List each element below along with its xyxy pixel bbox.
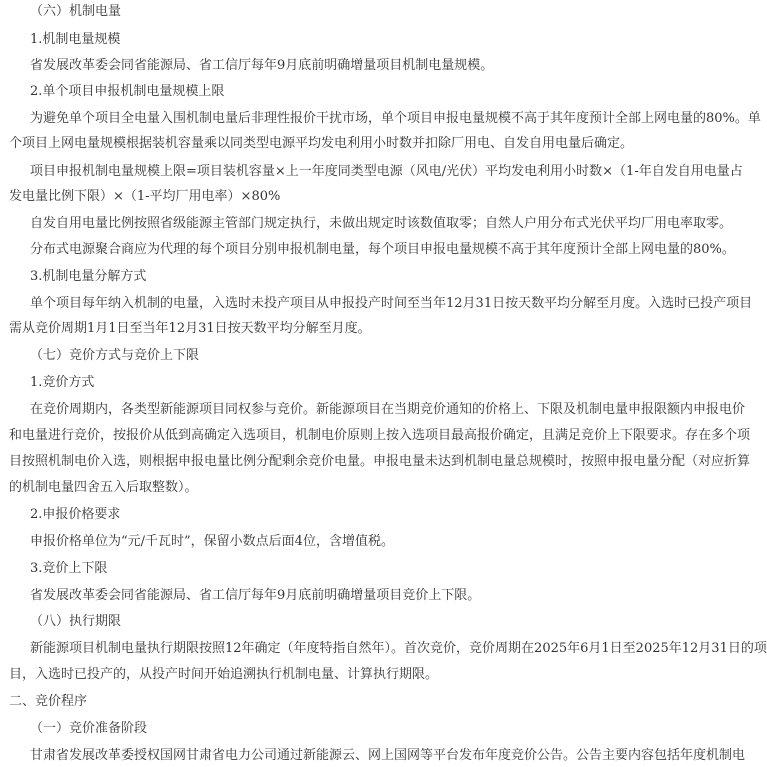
paragraph-line: 个项目上网电量规模根据装机容量乘以同类型电源平均发电利用小时数并扣除厂用电、自发自用电量后确定。 — [9, 136, 634, 151]
paragraph-line: 目按照机制电价入选，则根据申报电量比例分配剩余竞价电量。申报电量未达到机制电量总规模时，按照申报电量分配（对应折算 — [9, 454, 751, 469]
paragraph-line: 新能源项目机制电量执行期限按照12年确定（年度特指自然年）。首次竞价，竞价周期在2025年6月1日至2025年12月31日的项 — [30, 641, 767, 656]
section-heading-8: （八）执行期限 — [30, 614, 122, 629]
sub-heading-3: 3.机制电量分解方式 — [30, 269, 147, 284]
paragraph-line: 为避免单个项目全电量入围机制电量后非理性报价干扰市场，单个项目申报电量规模不高于其年度预计全部上网电量的80%。单 — [30, 111, 761, 126]
paragraph-line: 目，入选时已投产的，从投产时间开始追溯执行机制电量、计算执行期限。 — [9, 667, 439, 682]
sub-heading-2: 2.单个项目申报机制电量规模上限 — [30, 84, 225, 99]
paragraph-line: 需从竞价周期1月1日至当年12月31日按天数平均分解至月度。 — [9, 321, 371, 336]
paragraph-line: 的机制电量四舍五入后取整数）。 — [9, 480, 198, 495]
sub-heading-2: 2.申报价格要求 — [30, 507, 121, 522]
paragraph-line: 省发展改革委会同省能源局、省工信厅每年9月底前明确增量项目机制电量规模。 — [30, 58, 494, 73]
paragraph-line: 和电量进行竞价，按报价从低到高确定入选项目，机制电价原则上按入选项目最高报价确定，且满足竞价上下限要求。存在多个项 — [9, 428, 751, 443]
paragraph-line: 自发自用电量比例按照省级能源主管部门规定执行，未做出规定时该数值取零；自然人户用分布式光伏平均厂用电率取零。 — [30, 216, 733, 231]
paragraph-line: 申报价格单位为“元/千瓦时”，保留小数点后面4位，含增值税。 — [30, 534, 394, 549]
paragraph-line: 省发展改革委会同省能源局、省工信厅每年9月底前明确增量项目竞价上下限。 — [30, 588, 481, 603]
paragraph-line: 分布式电源聚合商应为代理的每个项目分别申报机制电量，每个项目申报电量规模不高于其年度预计全部上网电量的80%。 — [30, 242, 735, 257]
section-heading-1: （一）竞价准备阶段 — [30, 721, 148, 736]
sub-heading-1: 1.竞价方式 — [30, 375, 95, 390]
paragraph-line: 项目申报机制电量规模上限=项目装机容量×上一年度同类型电源（风电/光伏）平均发电利用小时数×（1-年自发自用电量占 — [30, 164, 743, 179]
paragraph-line: 在竞价周期内，各类型新能源项目同权参与竞价。新能源项目在当期竞价通知的价格上、下限及机制电量申报限额内申报电价 — [30, 402, 746, 417]
paragraph-line: 单个项目每年纳入机制的电量，入选时未投产项目从申报投产时间至当年12月31日按天数平均分解至月度。入选时已投产项目 — [30, 296, 753, 311]
paragraph-line: 甘肃省发展改革委授权国网甘肃省电力公司通过新能源云、网上国网等平台发布年度竞价公告。公告主要内容包括年度机制电 — [30, 748, 746, 763]
sub-heading-1: 1.机制电量规模 — [30, 32, 121, 47]
sub-heading-3: 3.竞价上下限 — [30, 561, 108, 576]
section-heading-6: （六）机制电量 — [30, 4, 122, 19]
chapter-heading-2: 二、竞价程序 — [9, 694, 88, 709]
paragraph-line: 发电量比例下限）×（1-平均厂用电率）×80% — [9, 189, 281, 204]
section-heading-7: （七）竞价方式与竞价上下限 — [30, 348, 200, 363]
